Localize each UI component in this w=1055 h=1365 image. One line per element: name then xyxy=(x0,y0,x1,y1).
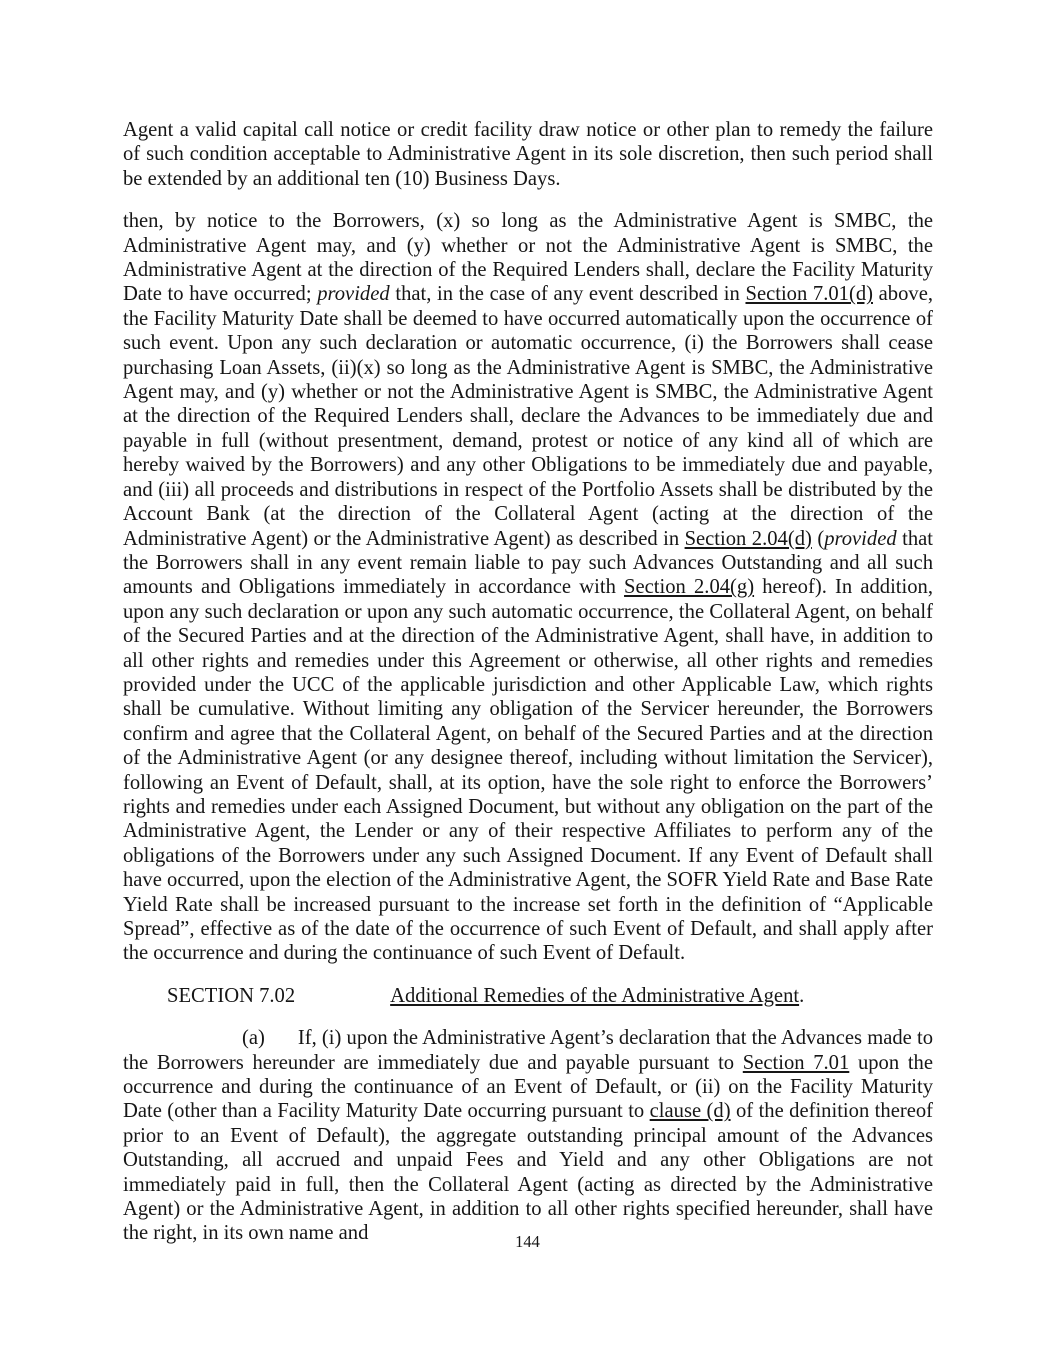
text-run: Agent a valid capital call notice or credit facility draw notice or other plan to remedy the failure of such condition acceptable to Administrative Agent in its sole discretion, then such period shall be extended by an additional ten (10) Business Days. xyxy=(123,119,933,190)
list-marker-a: (a) xyxy=(242,1027,265,1050)
text-run: ( xyxy=(811,527,825,550)
paragraph-a xyxy=(123,1026,933,1246)
text-run: If, (i) upon the Administrative Agent’s declaration that the Advances made to the Borrowers hereunder are immediately due and payable pursuant to xyxy=(123,1027,933,1074)
clause-reference-d: clause (d) xyxy=(649,1100,731,1123)
text-run: hereof). In addition, upon any such declaration or upon any such automatic occurrence, the Collateral Agent, on behalf of the Secured Parties and at the direction of the Administrative Agent, shall have, in addition to all other rights and remedies under this Agreement or otherwise, all other rights and remedies provided under the UCC of the applicable jurisdiction and other Applicable Law, which rights shall be cumulative. Without limiting any obligation of the Servicer hereunder, the Borrowers confirm and agree that the Collateral Agent, on behalf of the Secured Parties and at the direction of the Administrative Agent (or any designee thereof, including without limitation the Servicer), following an Event of Default, shall, at its option, have the sole right to enforce the Borrowers’ rights and remedies under each Assigned Document, but without any obligation on the part of the Administrative Agent, the Lender or any of their respective Affiliates to perform any of the obligations of the Borrowers under any such Assigned Document. If any Event of Default shall have occurred, upon the election of the Administrative Agent, the SOFR Yield Rate and Base Rate Yield Rate shall be increased pursuant to the increase set forth in the definition of “Applicable Spread”, effective as of the date of the occurrence of such Event of Default, and shall apply after the occurrence and during the continuance of such Event of Default. xyxy=(123,576,933,965)
paragraph-remedies xyxy=(123,209,933,966)
section-reference-7-01d: Section 7.01(d) xyxy=(745,283,873,306)
section-heading xyxy=(167,984,933,1008)
section-title: Additional Remedies of the Administrative Agent xyxy=(390,984,800,1007)
section-number: SECTION 7.02 xyxy=(167,984,296,1007)
page-number: 144 xyxy=(515,1232,540,1251)
text-run: above, the Facility Maturity Date shall be deemed to have occurred automatically upon the occurrence of such event. Upon any such declaration or automatic occurrence, (i) the Borrowers shall cease purchasing Loan Assets, (ii)(x) so long as the Administrative Agent is SMBC, the Administrative Agent may, and (y) whether or not the Administrative Agent is SMBC, the Administrative Agent at the direction of the Required Lenders shall, declare the Advances to be immediately due and payable in full (without presentment, demand, protest or notice of any kind all of which are hereby waived by the Borrowers) and any other Obligations to be immediately due and payable, and (iii) all proceeds and distributions in respect of the Portfolio Assets shall be distributed by the Account Bank (at the direction of the Collateral Agent (acting at the direction of the Administrative Agent) or the Administrative Agent) as described in xyxy=(123,283,933,550)
text-run: that the Borrowers shall in any event remain liable to pay such Advances Outstanding and all such amounts and Obligations immediately in accordance with xyxy=(123,527,933,599)
italic-run-provided: provided xyxy=(824,527,897,550)
section-reference-2-04d: Section 2.04(d) xyxy=(684,527,812,550)
text-run: then, by notice to the Borrowers, (x) so long as the Administrative Agent is SMBC, the Administrative Agent may, and (y) whether or not the Administrative Agent is SMBC, the Administrative Agent at the direction of the Required Lenders shall, declare the Facility Maturity Date to have occurred; xyxy=(123,210,933,306)
section-reference-2-04g: Section 2.04(g) xyxy=(624,576,755,599)
text-run: upon the occurrence and during the continuance of an Event of Default, or (ii) on the Facility Maturity Date (other than a Facility Maturity Date occurring pursuant to xyxy=(123,1051,933,1123)
text-run: of the definition thereof prior to an Event of Default), the aggregate outstanding principal amount of the Advances Outstanding, all accrued and unpaid Fees and Yield and any other Obligations are not immediately paid in full, then the Collateral Agent (acting as directed by the Administrative Agent) or the Administrative Agent, in addition to all other rights specified hereunder, shall have the right, in its own name and xyxy=(123,1100,933,1245)
page-body xyxy=(123,118,933,1264)
paragraph-continuation xyxy=(123,118,933,191)
section-reference-7-01: Section 7.01 xyxy=(742,1051,850,1074)
text-run: that, in the case of any event described in xyxy=(389,283,746,306)
section-title-period: . xyxy=(799,984,805,1007)
italic-run-provided: provided xyxy=(317,283,390,306)
